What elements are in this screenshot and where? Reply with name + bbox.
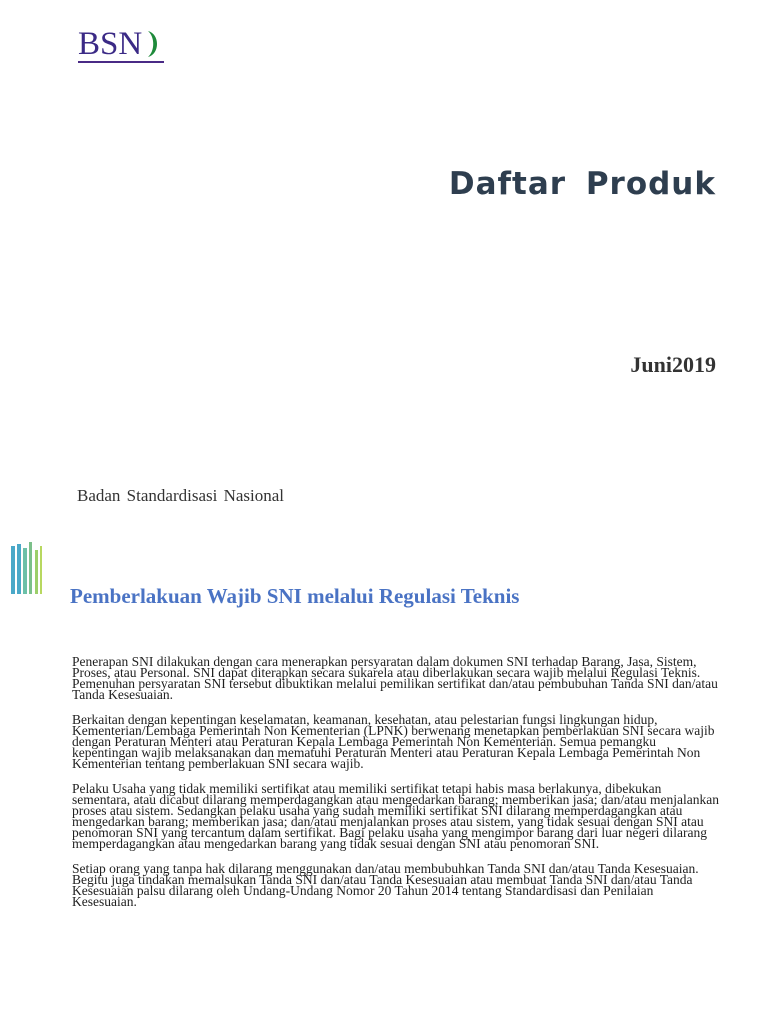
logo-text: BSN (78, 26, 143, 62)
crescent-logo-icon (144, 28, 164, 60)
document-title: Daftar Produk (448, 166, 716, 202)
organization-name: Badan Standardisasi Nasional (77, 486, 285, 505)
bsn-logo (78, 28, 164, 63)
paragraph: Penerapan SNI dilakukan dengan cara menerapkan persyaratan dalam dokumen SNI terhadap Barang, Jasa, Sistem, Proses, atau Personal. SNI dapat diterapkan secara sukarela atau diberlakukan secara wajib melalui Regulasi Teknis. Pemenuhan persyaratan SNI tersebut dibuktikan melalui pemilikan sertifikat dan/atau pembubuhan Tanda SNI dan/atau Tanda Kesesuaian. (72, 654, 718, 702)
paragraph: Setiap orang yang tanpa hak dilarang menggunakan dan/atau membubuhkan Tanda SNI dan/atau Tanda Kesesuaian. Begitu juga tindakan memalsukan Tanda SNI dan/atau Tanda Kesesuaian atau membuat Tanda SNI dan/atau Tanda Kesesuaian palsu dilarang oleh Undang-Undang Nomor 20 Tahun 2014 tentang Standardisasi dan Penilaian Kesesuaian. (72, 861, 699, 909)
document-date: Juni2019 (630, 352, 716, 377)
body-text (72, 656, 720, 921)
decorative-bars-icon (10, 540, 48, 598)
paragraph: Berkaitan dengan kepentingan keselamatan, keamanan, kesehatan, atau pelestarian fungsi lingkungan hidup, Kementerian/Lembaga Pemerintah Non Kementerian (LPNK) berwenang menetapkan pemberlakuan SNI secara wajib dengan Peraturan Menteri atau Peraturan Kepala Lembaga Pemerintah Non Kementerian. Semua pemangku kepentingan wajib melaksanakan dan mematuhi Peraturan Menteri atau Peraturan Kepala Lembaga Pemerintah Non Kementerian tentang pemberlakuan SNI secara wajib. (72, 712, 715, 771)
section-heading: Pemberlakuan Wajib SNI melalui Regulasi Teknis (70, 584, 520, 608)
paragraph: Pelaku Usaha yang tidak memiliki sertifikat atau memiliki sertifikat tetapi habis masa berlakunya, dibekukan sementara, atau dicabut dilarang memperdagangkan atau mengedarkan barang; memberikan jasa; dan/atau menjalankan proses atau sistem. Sedangkan pelaku usaha yang sudah memiliki sertifikat SNI dilarang memperdagangkan atau mengedarkan barang; memberikan jasa; dan/atau menjalankan proses atau sistem, yang tidak sesuai dengan SNI atau penomoran SNI yang tercantum dalam sertifikat. Bagi pelaku usaha yang mengimpor barang dari luar negeri dilarang memperdagangkan atau mengedarkan barang yang tidak sesuai dengan SNI atau penomoran SNI. (72, 781, 719, 851)
